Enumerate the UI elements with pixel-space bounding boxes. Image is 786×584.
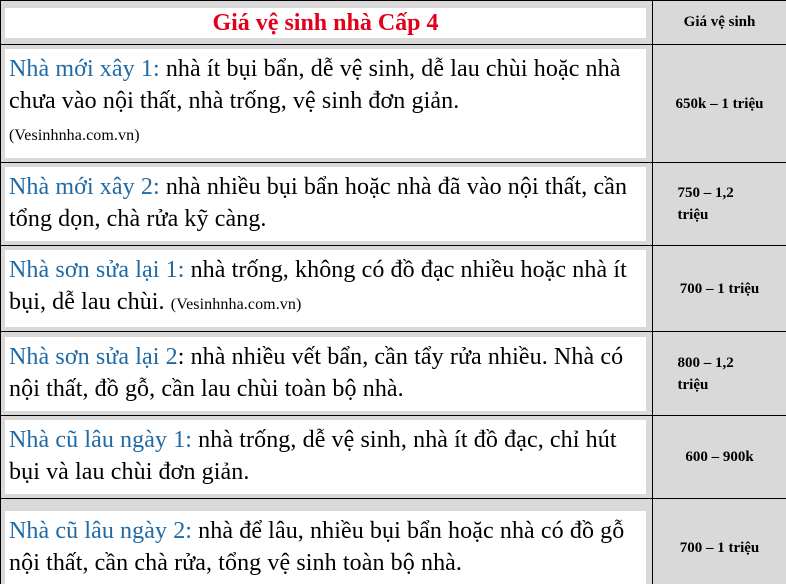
- row-name: Nhà mới xây 2:: [9, 174, 160, 200]
- row-text: : nhà nhiều vết bẩn, cần tẩy rửa nhiều. Nhà có nội thất, đồ gỗ, cần lau chùi toàn bộ nhà.: [9, 343, 624, 402]
- row-name: Nhà cũ lâu ngày 1:: [9, 427, 193, 453]
- row-price: 700 – 1 triệu: [679, 280, 760, 297]
- row-description: [5, 167, 646, 241]
- row-description: [5, 250, 646, 327]
- row-description: [5, 420, 646, 494]
- row-description: [5, 49, 646, 158]
- table-row: [1, 416, 786, 499]
- row-text: nhà trống, dễ vệ sinh, nhà ít đồ đạc, chỉ hút bụi và lau chùi đơn giản.: [9, 427, 617, 485]
- row-price: 800 – 1,2 triệu: [677, 354, 734, 393]
- row-source: (Vesinhnha.com.vn): [9, 127, 140, 144]
- row-source: (Vesinhnha.com.vn): [170, 296, 302, 313]
- row-name: Nhà sơn sửa lại 2: [9, 343, 178, 370]
- table-row: [1, 332, 786, 416]
- row-price: 750 – 1,2 triệu: [677, 185, 734, 223]
- row-name: Nhà cũ lâu ngày 2:: [9, 518, 193, 544]
- row-price: 600 – 900k: [685, 449, 754, 465]
- row-name: Nhà mới xây 1:: [9, 56, 160, 82]
- table-row: [1, 246, 786, 332]
- row-text: nhà nhiều bụi bẩn hoặc nhà đã vào nội thất, cần tổng dọn, chà rửa kỹ càng.: [9, 174, 628, 232]
- header-row: [1, 1, 786, 45]
- row-text: nhà để lâu, nhiều bụi bẩn hoặc nhà có đồ gỗ nội thất, cần chà rửa, tổng vệ sinh toàn bộ nhà.: [9, 518, 625, 576]
- row-text: nhà trống, không có đồ đạc nhiều hoặc nhà ít bụi, dễ lau chùi.: [9, 257, 627, 315]
- row-text: nhà ít bụi bẩn, dễ vệ sinh, dễ lau chùi hoặc nhà chưa vào nội thất, nhà trống, vệ sinh đơn giản.: [9, 56, 621, 114]
- table-row: [1, 45, 786, 163]
- price-header: Giá vệ sinh: [683, 14, 756, 30]
- price-header-cell: [653, 1, 786, 45]
- row-description: [5, 511, 646, 584]
- title-cell: [1, 1, 653, 45]
- row-price: 650k – 1 triệu: [675, 95, 764, 112]
- table-row: [1, 163, 786, 246]
- table-row: [1, 499, 786, 584]
- row-price: 700 – 1 triệu: [679, 540, 760, 556]
- row-name: Nhà sơn sửa lại 1:: [9, 257, 185, 283]
- table-title: Giá vệ sinh nhà Cấp 4: [5, 8, 646, 38]
- row-description: [5, 337, 646, 411]
